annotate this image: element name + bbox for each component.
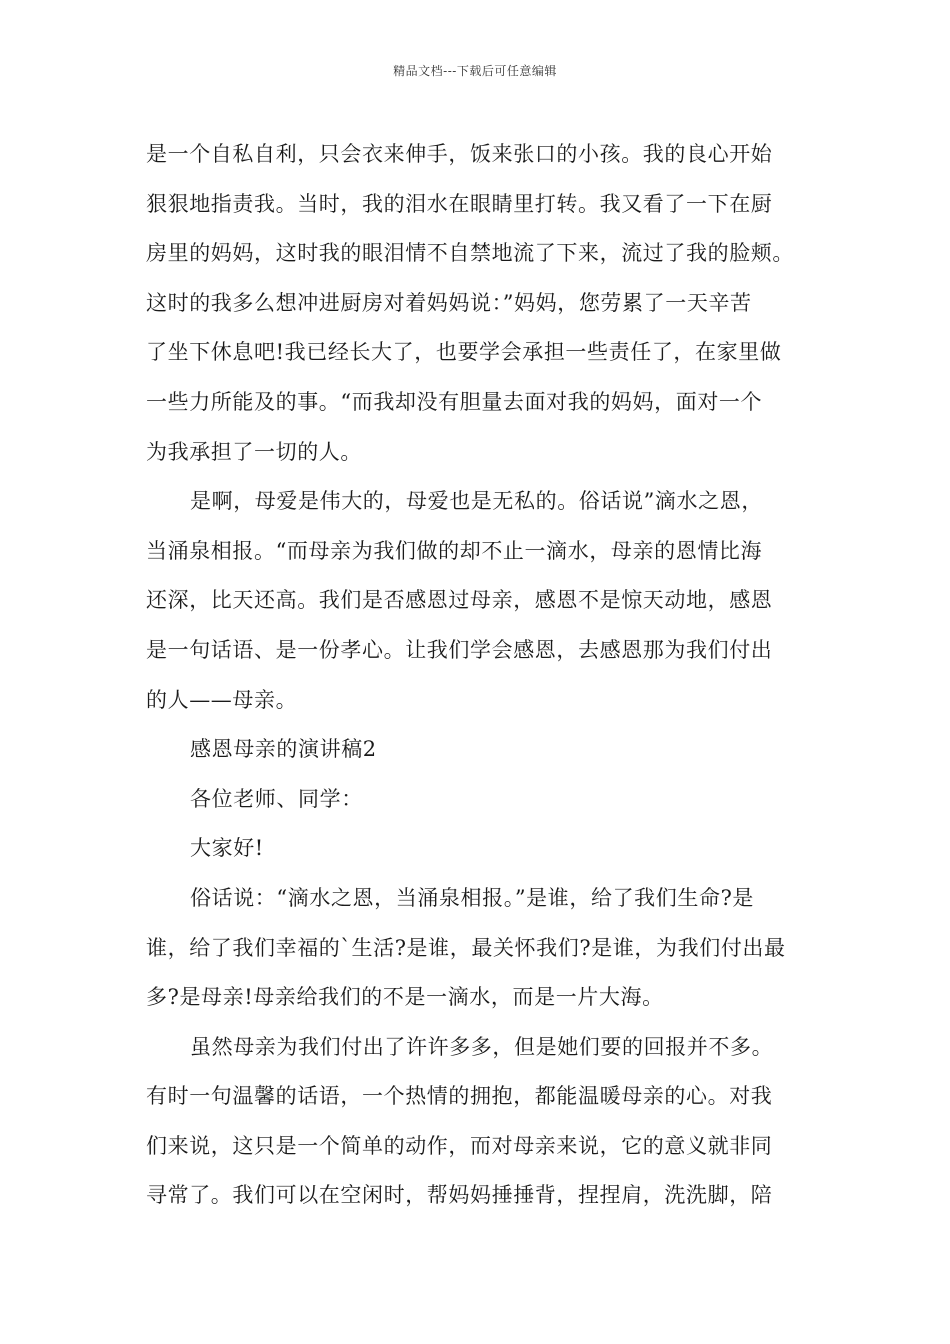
text-line: 是一句话语、是一份孝心。让我们学会感恩，去感恩那为我们付出 xyxy=(146,637,773,662)
document-body xyxy=(146,130,826,1221)
text-line: 有时一句温馨的话语，一个热情的拥抱，都能温暖母亲的心。对我 xyxy=(146,1084,773,1109)
text-line: 谁，给了我们幸福的`生活?是谁，最关怀我们?是谁，为我们付出最 xyxy=(146,935,786,960)
text-line: 寻常了。我们可以在空闲时，帮妈妈捶捶背，捏捏肩，洗洗脚，陪 xyxy=(146,1183,773,1208)
greeting: 大家好! xyxy=(190,836,264,861)
text-line: 这时的我多么想冲进厨房对着妈妈说：”妈妈，您劳累了一天辛苦 xyxy=(146,290,752,315)
page-header: 精品文档---下载后可任意编辑 xyxy=(393,64,557,78)
paragraph-start-line: 俗话说：“滴水之恩，当涌泉相报。”是谁，给了我们生命?是 xyxy=(190,885,755,910)
section-title: 感恩母亲的演讲稿2 xyxy=(190,737,377,762)
text-line: 还深，比天还高。我们是否感恩过母亲，感恩不是惊天动地，感恩 xyxy=(146,588,773,613)
text-line: 狠狠地指责我。当时，我的泪水在眼睛里打转。我又看了一下在厨 xyxy=(146,191,773,216)
salutation: 各位老师、同学： xyxy=(190,786,363,811)
paragraph-start-line: 是啊，母爱是伟大的，母爱也是无私的。俗话说”滴水之恩， xyxy=(190,489,763,514)
paragraph-start-line: 虽然母亲为我们付出了许许多多，但是她们要的回报并不多。 xyxy=(190,1034,774,1059)
text-line: 多?是母亲!母亲给我们的不是一滴水，而是一片大海。 xyxy=(146,985,664,1010)
text-line: 的人——母亲。 xyxy=(146,687,298,712)
text-line: 了坐下休息吧!我已经长大了，也要学会承担一些责任了，在家里做 xyxy=(146,340,782,365)
text-line: 房里的妈妈，这时我的眼泪情不自禁地流了下来，流过了我的脸颊。 xyxy=(146,241,794,266)
text-line: 为我承担了一切的人。 xyxy=(146,439,362,464)
text-line: 们来说，这只是一个简单的动作，而对母亲来说，它的意义就非同 xyxy=(146,1133,773,1158)
text-line: 当涌泉相报。“而母亲为我们做的却不止一滴水，母亲的恩情比海 xyxy=(146,538,763,563)
text-line: 一些力所能及的事。“而我却没有胆量去面对我的妈妈，面对一个 xyxy=(146,389,763,414)
text-line: 是一个自私自利，只会衣来伸手，饭来张口的小孩。我的良心开始 xyxy=(146,142,773,166)
